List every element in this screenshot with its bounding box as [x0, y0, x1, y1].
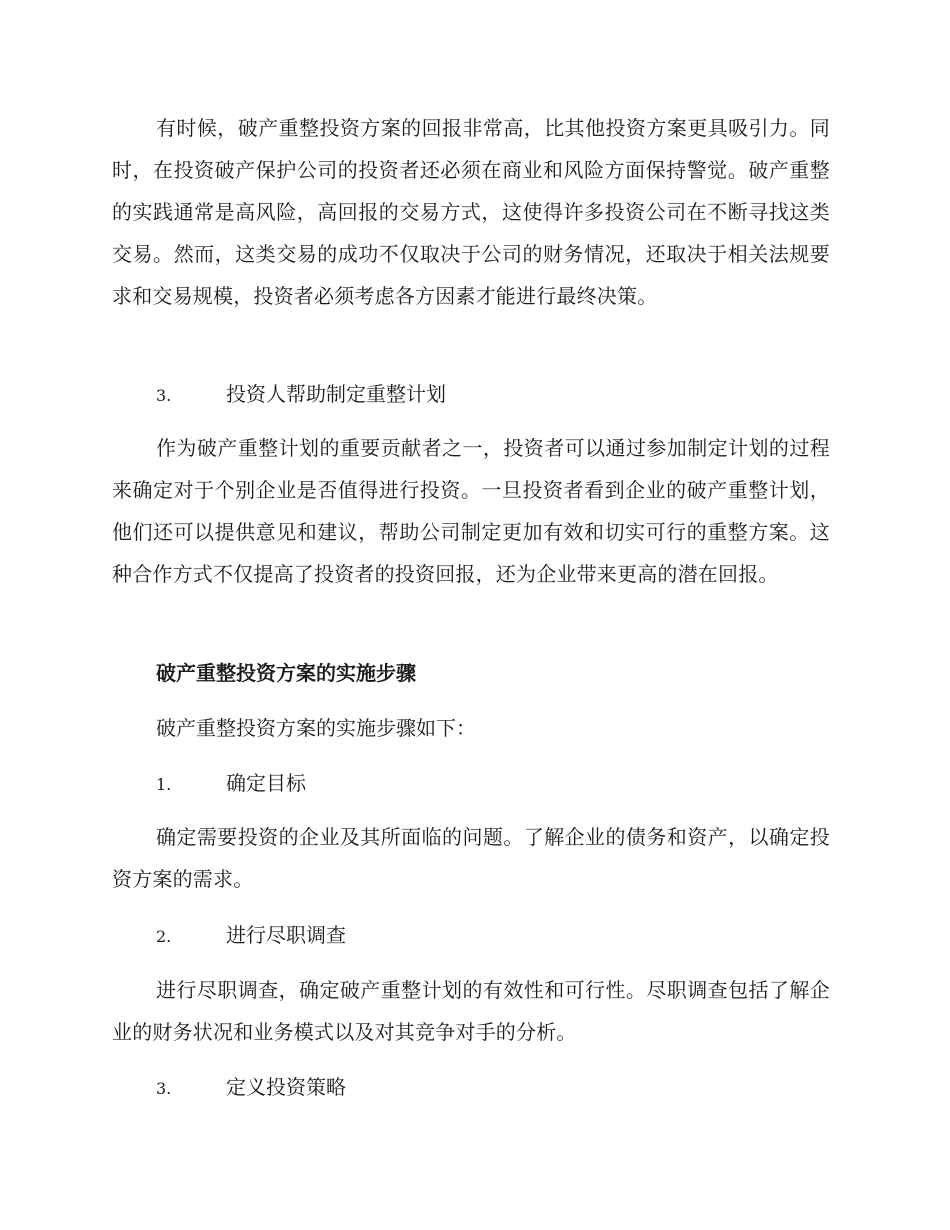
section-intro: 破产重整投资方案的实施步骤如下： — [156, 716, 476, 740]
list-item-due-diligence — [156, 914, 830, 956]
list-item-investment-strategy — [156, 1066, 830, 1108]
list-item-label: 投资人帮助制定重整计划 — [226, 382, 446, 406]
list-item-number: 3. — [156, 386, 172, 405]
paragraph-define-goal: 确定需要投资的企业及其所面临的问题。了解企业的债务和资产，以确定投资方案的需求。 — [112, 825, 830, 891]
paragraph-investment-returns: 有时候，破产重整投资方案的回报非常高，比其他投资方案更具吸引力。同时，在投资破产保护公司的投资者还必须在商业和风险方面保持警觉。破产重整的实践通常是高风险，高回报的交易方式，这使得许多投资公司在不断寻找这类交易。然而，这类交易的成功不仅取决于公司的财务情况，还取决于相关法规要求和交易规模，投资者必须考虑各方因素才能进行最终决策。 — [112, 116, 830, 308]
list-item-define-goal — [156, 762, 830, 804]
section-heading: 破产重整投资方案的实施步骤 — [156, 661, 416, 685]
paragraph-due-diligence: 进行尽职调查，确定破产重整计划的有效性和可行性。尽职调查包括了解企业的财务状况和业务模式以及对其竞争对手的分析。 — [112, 978, 830, 1044]
paragraph-investor-contribution: 作为破产重整计划的重要贡献者之一，投资者可以通过参加制定计划的过程来确定对于个别企业是否值得进行投资。一旦投资者看到企业的破产重整计划，他们还可以提供意见和建议，帮助公司制定更加有效和切实可行的重整方案。这种合作方式不仅提高了投资者的投资回报，还为企业带来更高的潜在回报。 — [112, 436, 830, 586]
list-item-label: 确定目标 — [226, 771, 306, 795]
list-item-number: 2. — [156, 927, 172, 946]
list-item-number: 1. — [156, 775, 172, 794]
list-item-label: 进行尽职调查 — [226, 923, 346, 947]
list-item-number: 3. — [156, 1079, 172, 1098]
list-item-investor-plan — [156, 373, 830, 415]
list-item-label: 定义投资策略 — [226, 1075, 346, 1099]
